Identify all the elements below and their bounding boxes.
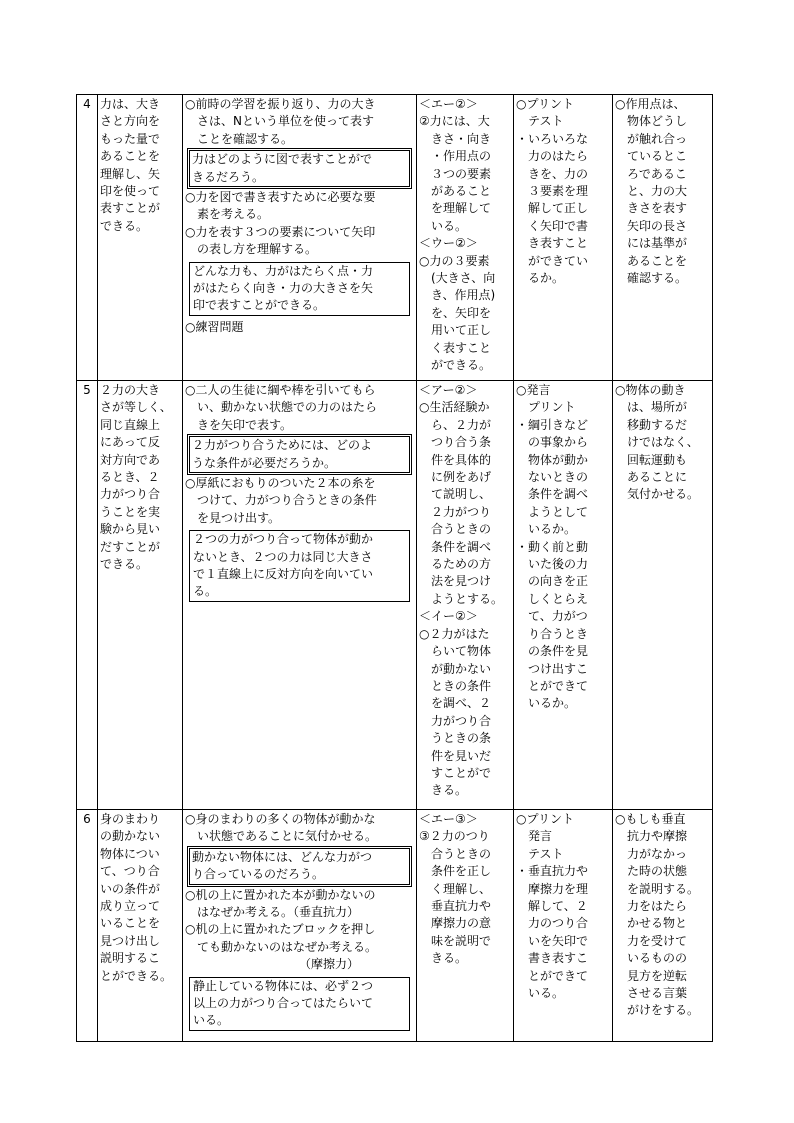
cell-text-line: 摩擦力を理 <box>516 881 589 896</box>
cell-text-line: きさを表す <box>615 201 688 216</box>
cell-text-line: かせる物と <box>615 916 688 931</box>
summary-box <box>189 262 410 316</box>
cell-text-line: 素を考える。 <box>185 207 270 222</box>
cell-text-line: できる。 <box>100 218 149 233</box>
lesson-number: 6 <box>77 810 98 1042</box>
cell-text-line: ○２力がはた <box>419 626 490 641</box>
cell-text-line: を見つけ出す。 <box>185 510 281 525</box>
cell-text-line: ・いろいろな <box>516 131 589 146</box>
cell-text-line: 印を使って <box>100 184 161 199</box>
cell-text-line: テスト <box>516 114 564 129</box>
cell-text-line: とができて <box>516 968 589 983</box>
cell-text-line: きる。 <box>419 951 468 966</box>
cell-text-line: ○作用点は、 <box>615 97 686 111</box>
cell-text-line: ○練習問題 <box>185 319 244 334</box>
cell-text-line: を理解して <box>419 201 492 216</box>
cell-text-line: 理解し、矢 <box>100 166 161 181</box>
cell-text-line: ３つの要素 <box>419 166 492 181</box>
cell-text-line: ないときの <box>516 470 589 485</box>
cell-text-line: ②力には、大 <box>419 114 490 129</box>
cell-text-line: るとき、２ <box>100 470 160 485</box>
cell-text-line: がはたらく向き・力の大きさを矢 <box>193 281 374 296</box>
cell-text-line: ができる。 <box>419 358 492 373</box>
cell-text-line: の事象から <box>516 435 589 450</box>
cell-text-line: どんな力も、力がはたらく点・力 <box>193 263 374 278</box>
evaluation-method <box>514 381 613 810</box>
cell-text-line: ろであるこ <box>615 166 687 181</box>
cell-text-line: ○力を図で書き表すために必要な要 <box>185 190 376 205</box>
cell-text-line: ○発言 <box>516 383 551 397</box>
summary-box <box>189 977 410 1031</box>
cell-text-line: ＜エー②＞ <box>419 97 478 111</box>
cell-text-line: 合うときの <box>419 846 492 861</box>
cell-text-line: ３要素を理 <box>516 184 589 199</box>
cell-text-line: く理解し、 <box>419 881 492 896</box>
cell-text-line: て説明し、 <box>419 487 492 502</box>
cell-text-line: ＜イー②＞ <box>419 609 478 624</box>
cell-text-line: り合うとき <box>516 626 589 641</box>
cell-text-line: ○机の上に置かれたブロックを押し <box>185 922 376 937</box>
cell-text-line: で１直線上に反対方向を向いてい <box>193 567 374 582</box>
cell-text-line: が動かない <box>419 661 492 676</box>
cell-text-line: ○プリント <box>516 97 574 111</box>
cell-text-line: を説明する。 <box>615 881 700 896</box>
cell-text-line: さと方向を <box>100 114 161 129</box>
cell-text-line: ようとする。 <box>419 591 504 606</box>
cell-text-line: 合うときの <box>419 522 492 537</box>
cell-text-line: すことがで <box>419 765 492 780</box>
evaluation-criteria <box>417 95 514 381</box>
activity-text <box>185 319 414 336</box>
cell-text-line: 力がなかっ <box>615 846 688 861</box>
cell-text-line: 見つけ出し <box>100 933 161 948</box>
cell-text-line: い、動かない状態での力のはたら <box>185 400 378 415</box>
cell-text-line: ことを確認する。 <box>185 131 294 146</box>
cell-text-line: 力はどのように図で表すことがで <box>192 152 373 167</box>
cell-text-line: 力をはたら <box>615 899 688 914</box>
cell-text-line: はなぜか考える。（垂直抗力） <box>185 905 360 920</box>
cell-text-line: ＜アー②＞ <box>419 383 478 397</box>
cell-text-line: きる。 <box>419 783 468 798</box>
cell-text-line: ○力を表す３つの要素について矢印 <box>185 224 376 239</box>
cell-text-line: 印で表すことができる。 <box>193 298 326 313</box>
cell-text-line: 抗力や摩擦 <box>615 829 688 844</box>
teaching-notes <box>613 810 713 1042</box>
cell-text-line: けではなく、 <box>615 435 699 450</box>
cell-text-line: 同じ直線上 <box>100 417 161 432</box>
cell-text-line: テスト <box>516 846 564 861</box>
cell-text-line: ２力がつり合うためには、どのよ <box>192 438 373 453</box>
cell-text-line: いる。 <box>193 1013 230 1028</box>
cell-text-line: 説明するこ <box>100 951 161 966</box>
cell-text-line: さが等しく、 <box>100 400 172 415</box>
cell-text-line: て、つり合 <box>100 864 160 879</box>
cell-text-line: うことを実 <box>100 504 161 519</box>
cell-text-line: 書き表すこ <box>516 951 589 966</box>
cell-text-line: ○生活経験か <box>419 400 490 415</box>
cell-text-line: 矢印の長さ <box>615 218 688 233</box>
cell-text-line: の向きを正 <box>516 574 589 589</box>
cell-text-line: 物体につい <box>100 846 160 861</box>
cell-text-line: 物体が動か <box>516 452 589 467</box>
cell-text-line: 力のつり合 <box>516 916 589 931</box>
cell-text-line: あることを <box>100 149 161 164</box>
cell-text-line: の条件を見 <box>516 644 589 659</box>
activity-text <box>185 189 414 259</box>
cell-text-line: いた後の力 <box>516 557 589 572</box>
cell-text-line: （摩擦力） <box>185 957 360 972</box>
cell-text-line: 用いて正し <box>419 323 492 338</box>
activity-text <box>185 96 414 148</box>
cell-text-line: 成り立って <box>100 899 161 914</box>
cell-text-line: とができる。 <box>100 968 173 983</box>
cell-text-line: の動かない <box>100 829 161 844</box>
evaluation-criteria <box>417 381 514 810</box>
cell-text-line: 法を見つけ <box>419 574 492 589</box>
learning-activity <box>183 381 417 810</box>
cell-text-line: ＜ウー②＞ <box>419 236 478 251</box>
cell-text-line: ○プリント <box>516 812 574 826</box>
cell-text-line: ○物体の動き <box>615 383 686 397</box>
table-row <box>77 95 713 381</box>
cell-text-line: ２つの力がつり合って物体が動か <box>193 532 374 547</box>
cell-text-line: を、矢印を <box>419 305 492 320</box>
cell-text-line: らいて物体 <box>419 644 492 659</box>
cell-text-line: とができて <box>516 678 589 693</box>
cell-text-line: ○前時の学習を振り返り、力の大き <box>185 97 376 111</box>
cell-text-line: させる言葉 <box>615 986 688 1001</box>
cell-text-line: 発言 <box>516 829 553 844</box>
cell-text-line: るか。 <box>516 271 565 286</box>
learning-question-box <box>189 848 410 885</box>
cell-text-line: いるか。 <box>516 522 577 537</box>
cell-text-line: 確認する。 <box>615 271 688 286</box>
cell-text-line: は、場所が <box>615 400 688 415</box>
cell-text-line: いるか。 <box>516 696 577 711</box>
cell-text-line: ときの条件 <box>419 678 492 693</box>
cell-text-line: 解して、２ <box>516 899 588 914</box>
cell-text-line: きさ・向き <box>419 131 492 146</box>
cell-text-line: つけて、力がつり合うときの条件 <box>185 493 377 508</box>
lesson-goal <box>98 381 183 810</box>
cell-text-line: ・綱引きなど <box>516 417 589 432</box>
learning-activity <box>183 95 417 381</box>
cell-text-line: 条件を調べ <box>419 539 492 554</box>
cell-text-line: 条件を調べ <box>516 487 589 502</box>
cell-text-line: ようとして <box>516 504 589 519</box>
cell-text-line: く表すこと <box>419 340 492 355</box>
cell-text-line: るための方 <box>419 557 492 572</box>
cell-text-line: 件を見いだ <box>419 748 492 763</box>
cell-text-line: しくとらえ <box>516 591 589 606</box>
cell-text-line: ・垂直抗力や <box>516 864 589 879</box>
cell-text-line: ・作用点の <box>419 149 492 164</box>
cell-text-line: もった量で <box>100 131 161 146</box>
cell-text-line: ③２力のつり <box>419 829 490 844</box>
cell-text-line: 身のまわり <box>100 812 161 826</box>
cell-text-line: さは、Nという単位を使って表す <box>185 114 374 129</box>
cell-text-line: た時の状態 <box>615 864 688 879</box>
cell-text-line: 力は、大き <box>100 97 161 111</box>
cell-text-line: あることを <box>615 253 688 268</box>
cell-text-line: ○机の上に置かれた本が動かないの <box>185 887 376 902</box>
cell-text-line: きを矢印で表す。 <box>185 417 293 432</box>
cell-text-line: ○もしも垂直 <box>615 812 686 826</box>
cell-text-line: には基準が <box>615 236 688 251</box>
cell-text-line: き、作用点) <box>419 288 496 303</box>
cell-text-line: り合っているのだろう。 <box>192 867 325 882</box>
cell-text-line: ○厚紙におもりのついた２本の糸を <box>185 476 376 491</box>
cell-text-line: つけ出すこ <box>516 661 589 676</box>
cell-text-line: 解して正し <box>516 201 589 216</box>
cell-text-line: 条件を正し <box>419 864 492 879</box>
cell-text-line: いる。 <box>419 218 468 233</box>
cell-text-line: ができてい <box>516 253 589 268</box>
cell-text-line: に例をあげ <box>419 470 492 485</box>
lesson-goal <box>98 95 183 381</box>
teaching-notes <box>613 95 713 381</box>
activity-text <box>185 887 414 974</box>
cell-text-line: があること <box>419 184 492 199</box>
lesson-goal <box>98 810 183 1042</box>
cell-text-line: 見方を逆転 <box>615 968 688 983</box>
cell-text-line: を調べ、２ <box>419 696 492 711</box>
cell-text-line: きを、力の <box>516 166 589 181</box>
cell-text-line: ているとこ <box>615 149 688 164</box>
cell-text-line: いを矢印で <box>516 933 589 948</box>
cell-text-line: つり合う条 <box>419 435 492 450</box>
cell-text-line: いることを <box>100 916 161 931</box>
learning-question-box <box>189 436 410 473</box>
cell-text-line: あることに <box>615 470 688 485</box>
cell-text-line: ないとき、２つの力は同じ大きさ <box>193 549 373 564</box>
activity-text <box>185 382 414 434</box>
cell-text-line: 表すことが <box>100 201 161 216</box>
cell-text-line: 味を説明で <box>419 933 492 948</box>
cell-text-line: 静止している物体には、必ず２つ <box>193 978 374 993</box>
cell-text-line: 験から見い <box>100 522 161 537</box>
cell-text-line: 垂直抗力や <box>419 899 492 914</box>
cell-text-line: が触れ合っ <box>615 131 688 146</box>
teaching-notes <box>613 381 713 810</box>
cell-text-line: ・動く前と動 <box>516 539 589 554</box>
summary-box <box>189 530 410 602</box>
cell-text-line: うときの条 <box>419 731 492 746</box>
cell-text-line: (大きさ、向 <box>419 271 496 286</box>
cell-text-line: いるものの <box>615 951 688 966</box>
cell-text-line: き表すこと <box>516 236 589 251</box>
cell-text-line: だすことが <box>100 539 161 554</box>
cell-text-line: ら、２力が <box>419 417 492 432</box>
cell-text-line: 回転運動も <box>615 452 688 467</box>
cell-text-line: ○二人の生徒に綱や棒を引いてもら <box>185 383 376 397</box>
cell-text-line: 物体どうし <box>615 114 688 129</box>
cell-text-line: 力を受けて <box>615 933 688 948</box>
cell-text-line: 摩擦力の意 <box>419 916 492 931</box>
cell-text-line: 気付かせる。 <box>615 487 700 502</box>
cell-text-line: うな条件が必要だろうか。 <box>192 455 337 470</box>
cell-text-line: の表し方を理解する。 <box>185 242 318 257</box>
cell-text-line: 動かない物体には、どんな力がつ <box>192 849 373 864</box>
cell-text-line: 以上の力がつり合ってはたらいて <box>193 996 374 1011</box>
cell-text-line: ２力がつり <box>419 504 492 519</box>
cell-text-line: ても動かないのはなぜか考える。 <box>185 939 378 954</box>
lesson-plan-table <box>76 94 713 1042</box>
activity-text <box>185 475 414 527</box>
table-row <box>77 810 713 1042</box>
cell-text-line: 力がつり合 <box>100 487 161 502</box>
cell-text-line: ２力の大き <box>100 383 161 397</box>
cell-text-line: がけをする。 <box>615 1003 700 1018</box>
cell-text-line: プリント <box>516 400 576 415</box>
cell-text-line: て、力がつ <box>516 609 588 624</box>
cell-text-line: と、力の大 <box>615 184 688 199</box>
cell-text-line: い状態であることに気付かせる。 <box>185 829 378 844</box>
cell-text-line: く矢印で書 <box>516 218 589 233</box>
cell-text-line: 対方向であ <box>100 452 161 467</box>
learning-activity <box>183 810 417 1042</box>
cell-text-line: 移動するだ <box>615 417 688 432</box>
cell-text-line: できる。 <box>100 557 149 572</box>
cell-text-line: きるだろう。 <box>192 169 265 184</box>
cell-text-line: いる。 <box>516 986 565 1001</box>
lesson-plan-body <box>77 95 713 1042</box>
cell-text-line: ○身のまわりの多くの物体が動かな <box>185 812 376 826</box>
cell-text-line: いの条件が <box>100 881 161 896</box>
evaluation-criteria <box>417 810 514 1042</box>
cell-text-line: 力がつり合 <box>419 713 492 728</box>
cell-text-line: 力のはたら <box>516 149 589 164</box>
activity-text <box>185 811 414 846</box>
learning-question-box <box>189 150 410 187</box>
lesson-number: 5 <box>77 381 98 810</box>
cell-text-line: ＜エー③＞ <box>419 812 478 826</box>
lesson-number: 4 <box>77 95 98 381</box>
cell-text-line: ○力の３要素 <box>419 253 490 268</box>
table-row <box>77 381 713 810</box>
cell-text-line: 件を具体的 <box>419 452 492 467</box>
evaluation-method <box>514 95 613 381</box>
cell-text-line: る。 <box>193 584 218 599</box>
evaluation-method <box>514 810 613 1042</box>
cell-text-line: にあって反 <box>100 435 160 450</box>
